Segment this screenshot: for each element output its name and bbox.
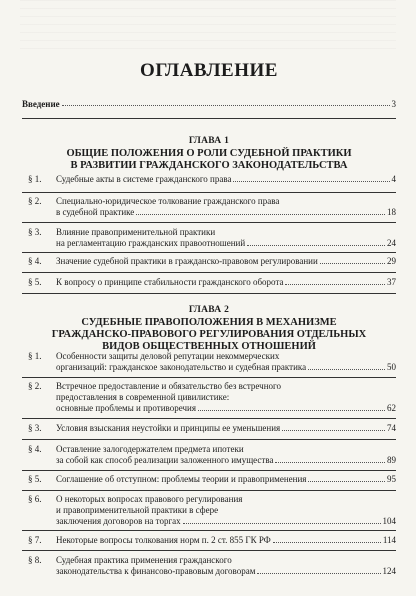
chapter-heading [22, 299, 396, 353]
page-number: 89 [387, 455, 396, 465]
dot-leader [198, 409, 385, 411]
entry-title-line: предоставления в современной цивилистике: [56, 392, 230, 402]
dot-leader [273, 541, 381, 543]
page-number: 37 [387, 277, 396, 287]
chapter-number: ГЛАВА 2 [188, 305, 230, 315]
page-number: 29 [387, 256, 396, 266]
dot-leader [247, 244, 385, 246]
dot-leader [308, 480, 385, 482]
entry-title-line: Специально-юридическое толкование гражданского права [56, 196, 280, 206]
entry-title-line: и правоприменительной практики в сфере [56, 505, 219, 515]
page-number: 50 [387, 362, 396, 372]
page-title: ОГЛАВЛЕНИЕ [140, 60, 278, 81]
divider [22, 530, 396, 531]
chapter-title-line: ГРАЖДАНСКО-ПРАВОВОГО РЕГУЛИРОВАНИЯ ОТДЕЛЬНЫХ [51, 329, 367, 340]
page-number: 74 [387, 423, 396, 433]
dot-leader [320, 262, 385, 264]
divider [22, 222, 396, 223]
divider [22, 118, 396, 119]
section-number: § 1. [28, 174, 42, 184]
entry-title-line: Влияние правоприменительной практики [56, 227, 216, 237]
entry-title-line: в судебной практике [56, 207, 135, 217]
entry-title-line: на регламентацию гражданских правоотношений [56, 238, 246, 248]
section-number: § 8. [28, 555, 42, 565]
section-number: § 2. [28, 196, 42, 206]
divider [22, 550, 396, 551]
page-number: 62 [387, 403, 396, 413]
dot-leader [62, 104, 390, 106]
page-number: 114 [382, 535, 396, 545]
entry-title: Значение судебной практики в гражданско-правовом регулировании [56, 256, 318, 266]
divider [22, 470, 396, 471]
entry-title-line: организаций: гражданское законодательство и судебная практика [56, 362, 307, 372]
chapter-title-line: СУДЕБНЫЕ ПРАВОПОЛОЖЕНИЯ В МЕХАНИЗМЕ [81, 317, 337, 328]
section-number: § 3. [28, 423, 42, 433]
page-number: 124 [382, 566, 396, 576]
section-number: § 5. [28, 474, 42, 484]
page-number: 104 [382, 516, 396, 526]
section-number: § 7. [28, 535, 42, 545]
section-number: § 6. [28, 494, 42, 504]
entry-title: Некоторые вопросы толкования норм п. 2 ст. 855 ГК РФ [56, 535, 271, 545]
dot-leader [183, 522, 381, 524]
page-number: 24 [387, 238, 396, 248]
entry-title-line: за собой как способ реализации заложенного имущества [56, 455, 274, 465]
intro-label: Введение [22, 99, 60, 109]
section-number: § 2. [28, 381, 42, 391]
divider [22, 252, 396, 253]
dot-leader [275, 461, 385, 463]
entry-title: Соглашение об отступном: проблемы теории и правоприменения [56, 474, 307, 484]
chapter-number: ГЛАВА 1 [188, 136, 230, 146]
page-number: 3 [391, 99, 396, 109]
divider [22, 272, 396, 273]
section-number: § 3. [28, 227, 42, 237]
previous-page-bleed-through [20, 0, 396, 52]
divider [22, 192, 396, 193]
divider [22, 418, 396, 419]
entry-title: Условия взыскания неустойки и принципы ее уменьшения [56, 423, 281, 433]
dot-leader [257, 572, 380, 574]
entry-title: К вопросу о принципе стабильности гражданского оборота [56, 277, 284, 287]
divider [22, 293, 396, 294]
entry-title-line: Встречное предоставление и обязательство без встречного [56, 381, 281, 391]
entry-title-line: основные проблемы и противоречия [56, 403, 196, 413]
chapter-title-line: ВИДОВ ОБЩЕСТВЕННЫХ ОТНОШЕНИЙ [102, 341, 316, 352]
section-number: § 4. [28, 444, 42, 454]
section-number: § 5. [28, 277, 42, 287]
entry-title: Судебные акты в системе гражданского права [56, 174, 232, 184]
entry-title-line: законодательства к финансово-правовым договорам [56, 566, 256, 576]
page-number: 95 [387, 474, 396, 484]
page-number: 4 [391, 174, 396, 184]
entry-title-line: Судебная практика применения гражданского [56, 555, 232, 565]
chapter-title-line: ОБЩИЕ ПОЛОЖЕНИЯ О РОЛИ СУДЕБНОЙ ПРАКТИКИ [66, 148, 352, 159]
entry-title-line: заключения договоров на торгах [56, 516, 181, 526]
section-number: § 4. [28, 256, 42, 266]
toc-intro-entry[interactable] [22, 99, 396, 109]
divider [22, 439, 396, 440]
divider [22, 490, 396, 491]
chapter-title-line: В РАЗВИТИИ ГРАЖДАНСКОГО ЗАКОНОДАТЕЛЬСТВА [70, 160, 348, 171]
dot-leader [308, 368, 385, 370]
dot-leader [282, 429, 385, 431]
dot-leader [136, 213, 385, 215]
dot-leader [285, 283, 385, 285]
divider [22, 377, 396, 378]
entry-title-line: Оставление залогодержателем предмета ипотеки [56, 444, 244, 454]
entry-title-line: Особенности защиты деловой репутации некоммерческих [56, 351, 280, 361]
page-number: 18 [387, 207, 396, 217]
entry-title-line: О некоторых вопросах правового регулирования [56, 494, 243, 504]
section-number: § 1. [28, 351, 42, 361]
dot-leader [233, 180, 389, 182]
chapter-heading [22, 130, 396, 172]
